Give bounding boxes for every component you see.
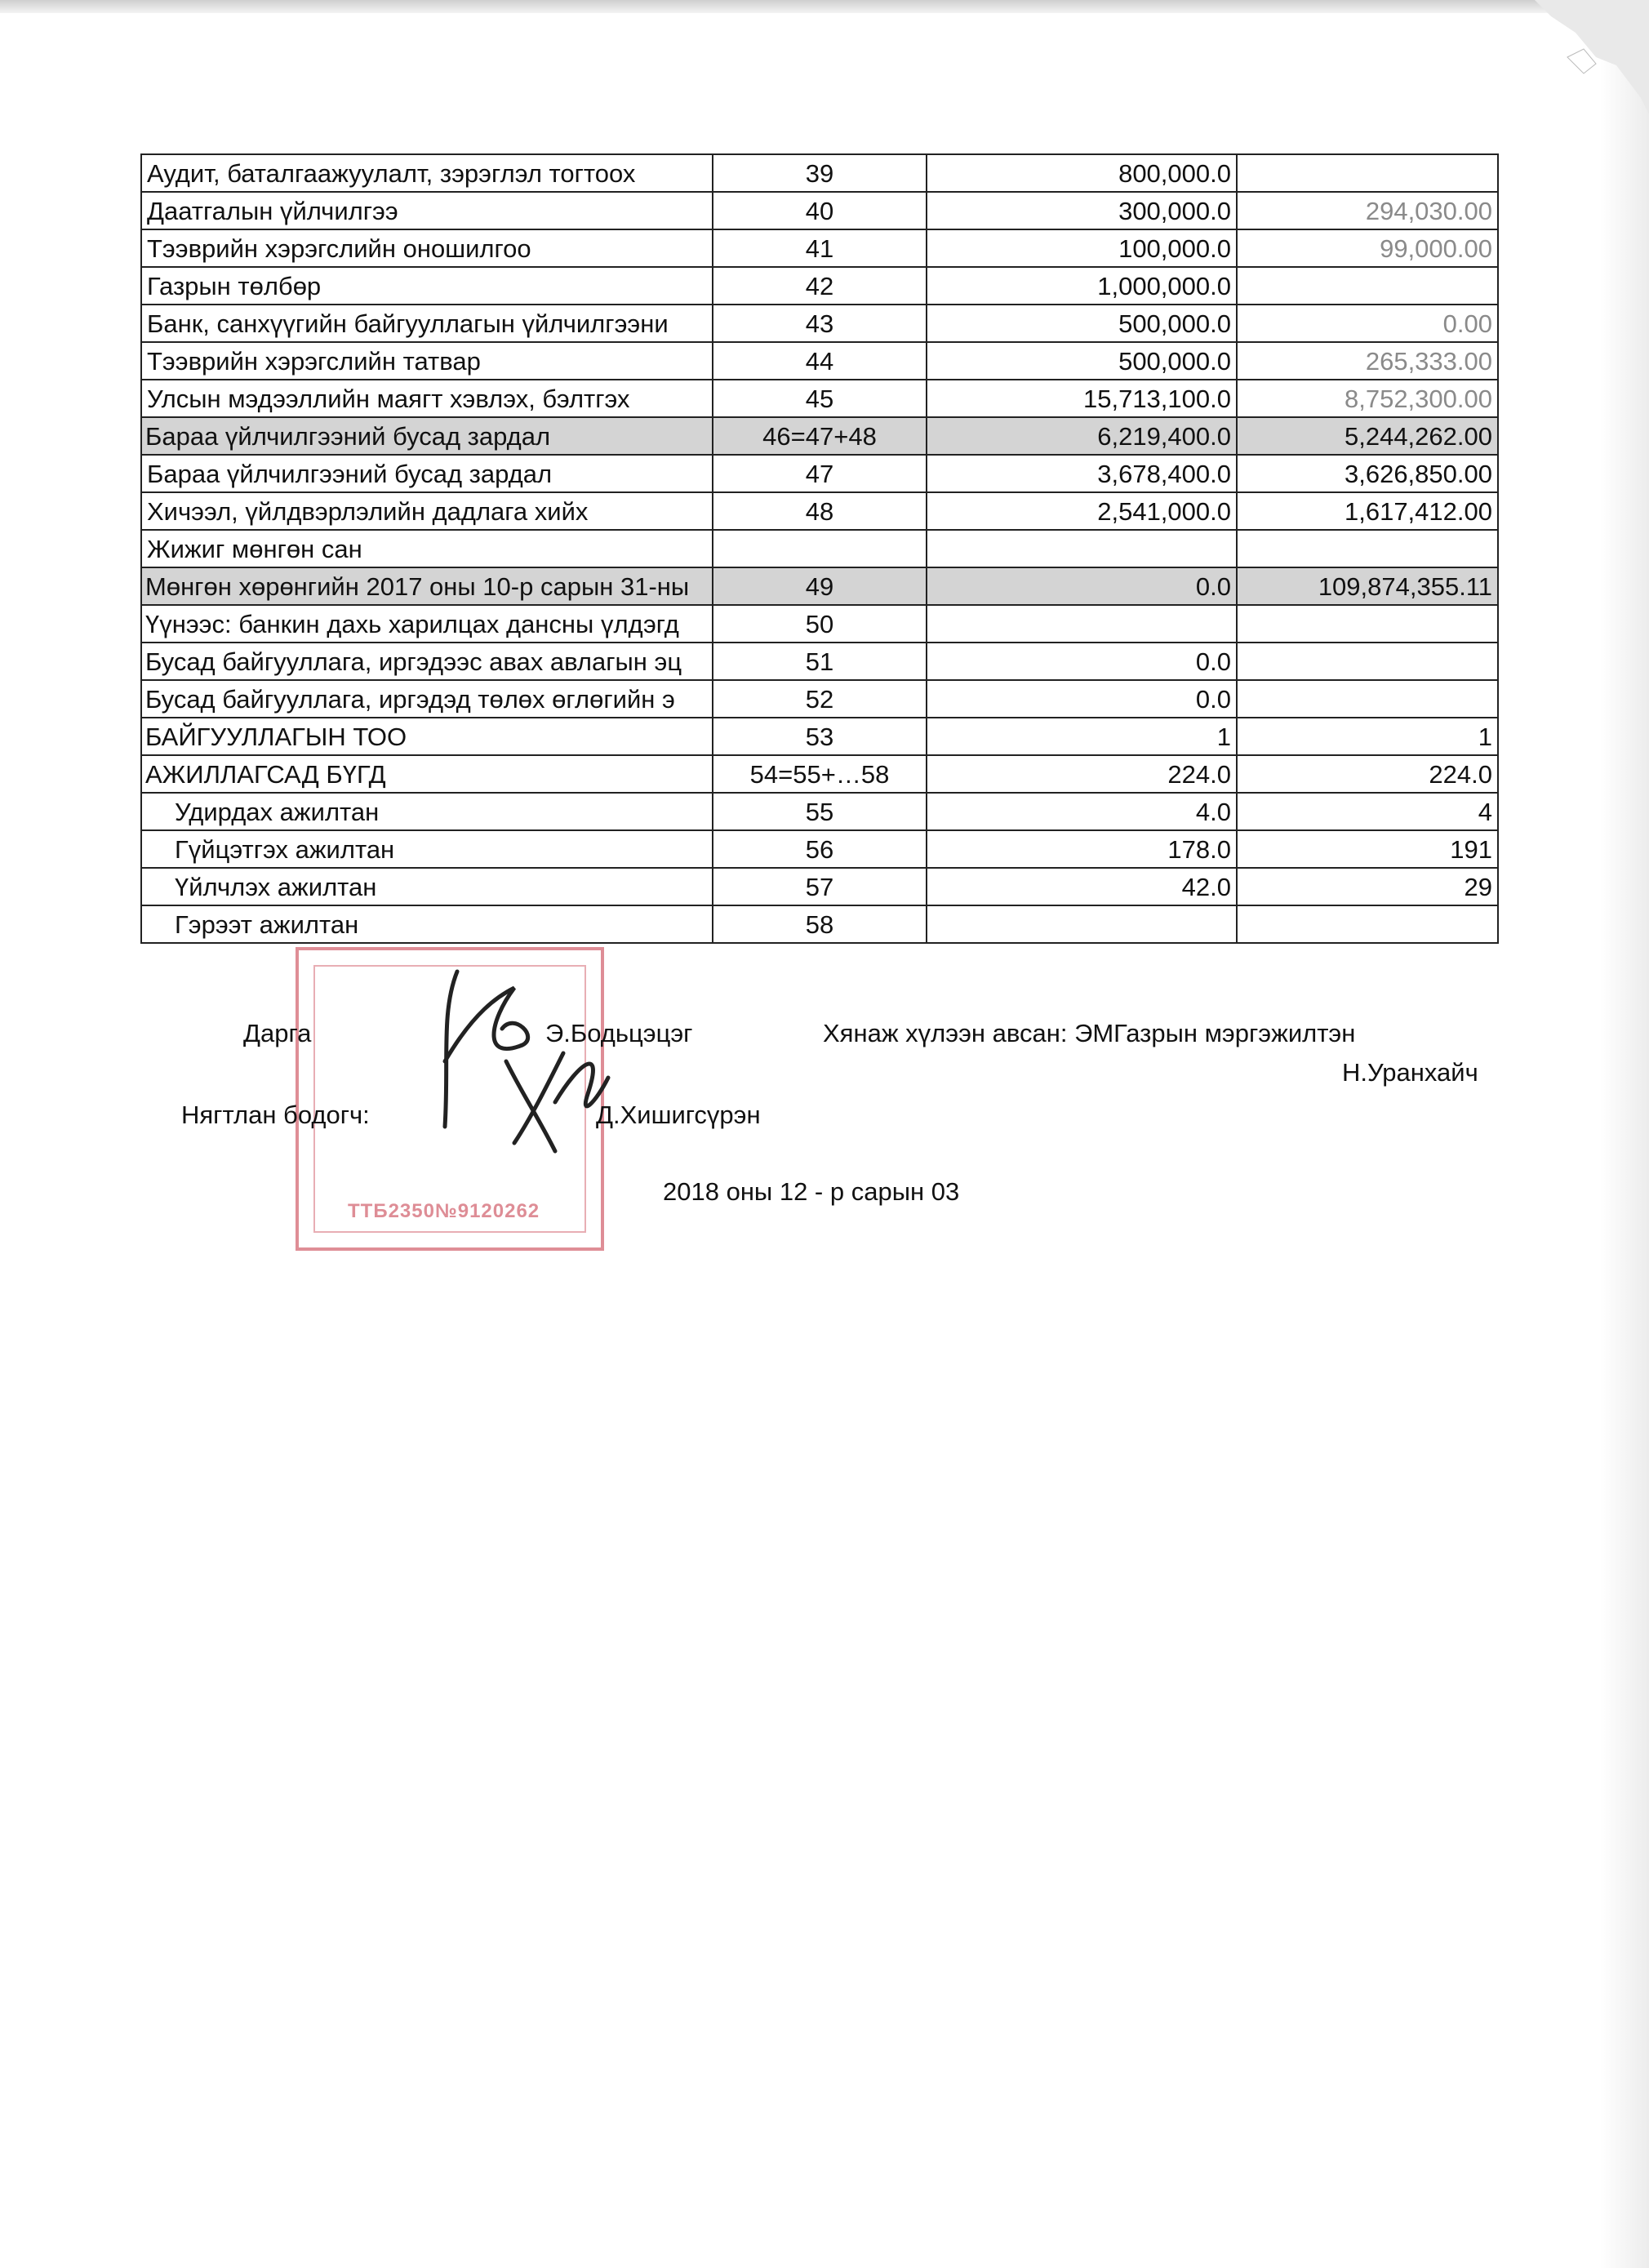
row-plan: 800,000.0 bbox=[927, 154, 1237, 192]
accountant-signature-icon bbox=[490, 1029, 612, 1167]
row-actual: 5,244,262.00 bbox=[1237, 417, 1498, 455]
row-actual: 8,752,300.00 bbox=[1237, 380, 1498, 417]
table-row bbox=[141, 605, 1498, 643]
table-row bbox=[141, 830, 1498, 868]
row-plan: 500,000.0 bbox=[927, 305, 1237, 342]
table-row bbox=[141, 267, 1498, 305]
table-row bbox=[141, 192, 1498, 229]
row-code: 39 bbox=[713, 154, 927, 192]
row-code: 40 bbox=[713, 192, 927, 229]
row-code: 48 bbox=[713, 492, 927, 530]
row-plan: 1 bbox=[927, 718, 1237, 755]
table-row bbox=[141, 380, 1498, 417]
table-row bbox=[141, 342, 1498, 380]
table-row bbox=[141, 643, 1498, 680]
row-label: Улсын мэдээллийн маягт хэвлэх, бэлтгэх bbox=[141, 380, 713, 417]
row-code: 52 bbox=[713, 680, 927, 718]
row-code: 55 bbox=[713, 793, 927, 830]
row-actual: 3,626,850.00 bbox=[1237, 455, 1498, 492]
row-label: Бараа үйлчилгээний бусад зардал bbox=[141, 417, 713, 455]
table-row bbox=[141, 868, 1498, 905]
table-row bbox=[141, 793, 1498, 830]
accountant-name: Д.Хишигсүрэн bbox=[596, 1101, 761, 1129]
row-actual bbox=[1237, 605, 1498, 643]
row-actual: 191 bbox=[1237, 830, 1498, 868]
row-label: Жижиг мөнгөн сан bbox=[141, 530, 713, 567]
row-label: Аудит, баталгаажуулалт, зэрэглэл тогтоох bbox=[141, 154, 713, 192]
document-date: 2018 оны 12 - р сарын 03 bbox=[663, 1177, 960, 1206]
budget-report-table bbox=[140, 153, 1499, 944]
table-row-subtotal bbox=[141, 567, 1498, 605]
row-code: 51 bbox=[713, 643, 927, 680]
row-label: Үүнээс: банкин дахь харилцах дансны үлдэгд bbox=[141, 605, 713, 643]
row-label: Мөнгөн хөрөнгийн 2017 оны 10-р сарын 31-ны bbox=[141, 567, 713, 605]
row-code: 50 bbox=[713, 605, 927, 643]
row-plan: 1,000,000.0 bbox=[927, 267, 1237, 305]
row-code: 45 bbox=[713, 380, 927, 417]
row-code: 42 bbox=[713, 267, 927, 305]
row-actual bbox=[1237, 680, 1498, 718]
row-label: Хичээл, үйлдвэрлэлийн дадлага хийх bbox=[141, 492, 713, 530]
director-name: Э.Бодьцэцэг bbox=[545, 1019, 693, 1047]
row-plan: 178.0 bbox=[927, 830, 1237, 868]
row-plan: 3,678,400.0 bbox=[927, 455, 1237, 492]
row-code: 58 bbox=[713, 905, 927, 943]
row-plan: 0.0 bbox=[927, 643, 1237, 680]
reviewer-name: Н.Уранхайч bbox=[1342, 1058, 1478, 1087]
row-code: 47 bbox=[713, 455, 927, 492]
row-plan: 15,713,100.0 bbox=[927, 380, 1237, 417]
table-row bbox=[141, 530, 1498, 567]
table-row-subtotal bbox=[141, 417, 1498, 455]
row-code: 49 bbox=[713, 567, 927, 605]
row-plan bbox=[927, 530, 1237, 567]
accountant-title: Нягтлан бодогч: bbox=[181, 1101, 370, 1129]
torn-corner-icon bbox=[1518, 0, 1649, 114]
row-plan: 6,219,400.0 bbox=[927, 417, 1237, 455]
row-code: 41 bbox=[713, 229, 927, 267]
row-label: Газрын төлбөр bbox=[141, 267, 713, 305]
table-row bbox=[141, 905, 1498, 943]
row-actual: 4 bbox=[1237, 793, 1498, 830]
row-actual bbox=[1237, 905, 1498, 943]
row-plan: 4.0 bbox=[927, 793, 1237, 830]
row-code: 56 bbox=[713, 830, 927, 868]
row-label: Банк, санхүүгийн байгууллагын үйлчилгээни bbox=[141, 305, 713, 342]
row-label: Гэрээт ажилтан bbox=[141, 905, 713, 943]
row-label: Даатгалын үйлчилгээ bbox=[141, 192, 713, 229]
table-row bbox=[141, 455, 1498, 492]
row-code: 54=55+…58 bbox=[713, 755, 927, 793]
row-code bbox=[713, 530, 927, 567]
row-plan: 300,000.0 bbox=[927, 192, 1237, 229]
row-label: Үйлчлэх ажилтан bbox=[141, 868, 713, 905]
table-row bbox=[141, 305, 1498, 342]
row-actual bbox=[1237, 267, 1498, 305]
reviewer-label: Хянаж хүлээн авсан: ЭМГазрын мэргэжилтэн bbox=[823, 1019, 1356, 1047]
row-actual bbox=[1237, 530, 1498, 567]
row-plan: 42.0 bbox=[927, 868, 1237, 905]
row-actual: 29 bbox=[1237, 868, 1498, 905]
row-actual: 1 bbox=[1237, 718, 1498, 755]
table-row bbox=[141, 680, 1498, 718]
row-actual bbox=[1237, 643, 1498, 680]
row-label: Удирдах ажилтан bbox=[141, 793, 713, 830]
row-code: 43 bbox=[713, 305, 927, 342]
row-code: 53 bbox=[713, 718, 927, 755]
table-row bbox=[141, 154, 1498, 192]
scan-top-edge bbox=[0, 0, 1649, 13]
row-label: АЖИЛЛАГСАД БҮГД bbox=[141, 755, 713, 793]
table-row bbox=[141, 718, 1498, 755]
row-label: Гүйцэтгэх ажилтан bbox=[141, 830, 713, 868]
row-actual: 224.0 bbox=[1237, 755, 1498, 793]
row-plan: 224.0 bbox=[927, 755, 1237, 793]
row-label: Бараа үйлчилгээний бусад зардал bbox=[141, 455, 713, 492]
row-actual: 294,030.00 bbox=[1237, 192, 1498, 229]
row-actual bbox=[1237, 154, 1498, 192]
table-row bbox=[141, 492, 1498, 530]
row-actual: 1,617,412.00 bbox=[1237, 492, 1498, 530]
row-plan: 500,000.0 bbox=[927, 342, 1237, 380]
row-actual: 109,874,355.11 bbox=[1237, 567, 1498, 605]
row-actual: 0.00 bbox=[1237, 305, 1498, 342]
row-label: Тээврийн хэрэгслийн татвар bbox=[141, 342, 713, 380]
row-actual: 265,333.00 bbox=[1237, 342, 1498, 380]
row-plan: 0.0 bbox=[927, 680, 1237, 718]
row-plan: 2,541,000.0 bbox=[927, 492, 1237, 530]
row-actual: 99,000.00 bbox=[1237, 229, 1498, 267]
row-code: 46=47+48 bbox=[713, 417, 927, 455]
row-label: БАЙГУУЛЛАГЫН ТОО bbox=[141, 718, 713, 755]
row-label: Бусад байгууллага, иргэдээс авах авлагын эц bbox=[141, 643, 713, 680]
row-label: Бусад байгууллага, иргэдэд төлөх өглөгийн э bbox=[141, 680, 713, 718]
row-code: 57 bbox=[713, 868, 927, 905]
scan-right-edge bbox=[1600, 0, 1649, 2268]
table-row bbox=[141, 229, 1498, 267]
stamp-code: ТТБ2350№9120262 bbox=[348, 1200, 540, 1222]
table-row bbox=[141, 755, 1498, 793]
row-label: Тээврийн хэрэгслийн оношилгоо bbox=[141, 229, 713, 267]
director-title: Дарга bbox=[243, 1019, 312, 1047]
row-code: 44 bbox=[713, 342, 927, 380]
row-plan: 0.0 bbox=[927, 567, 1237, 605]
row-plan bbox=[927, 905, 1237, 943]
row-plan bbox=[927, 605, 1237, 643]
row-plan: 100,000.0 bbox=[927, 229, 1237, 267]
